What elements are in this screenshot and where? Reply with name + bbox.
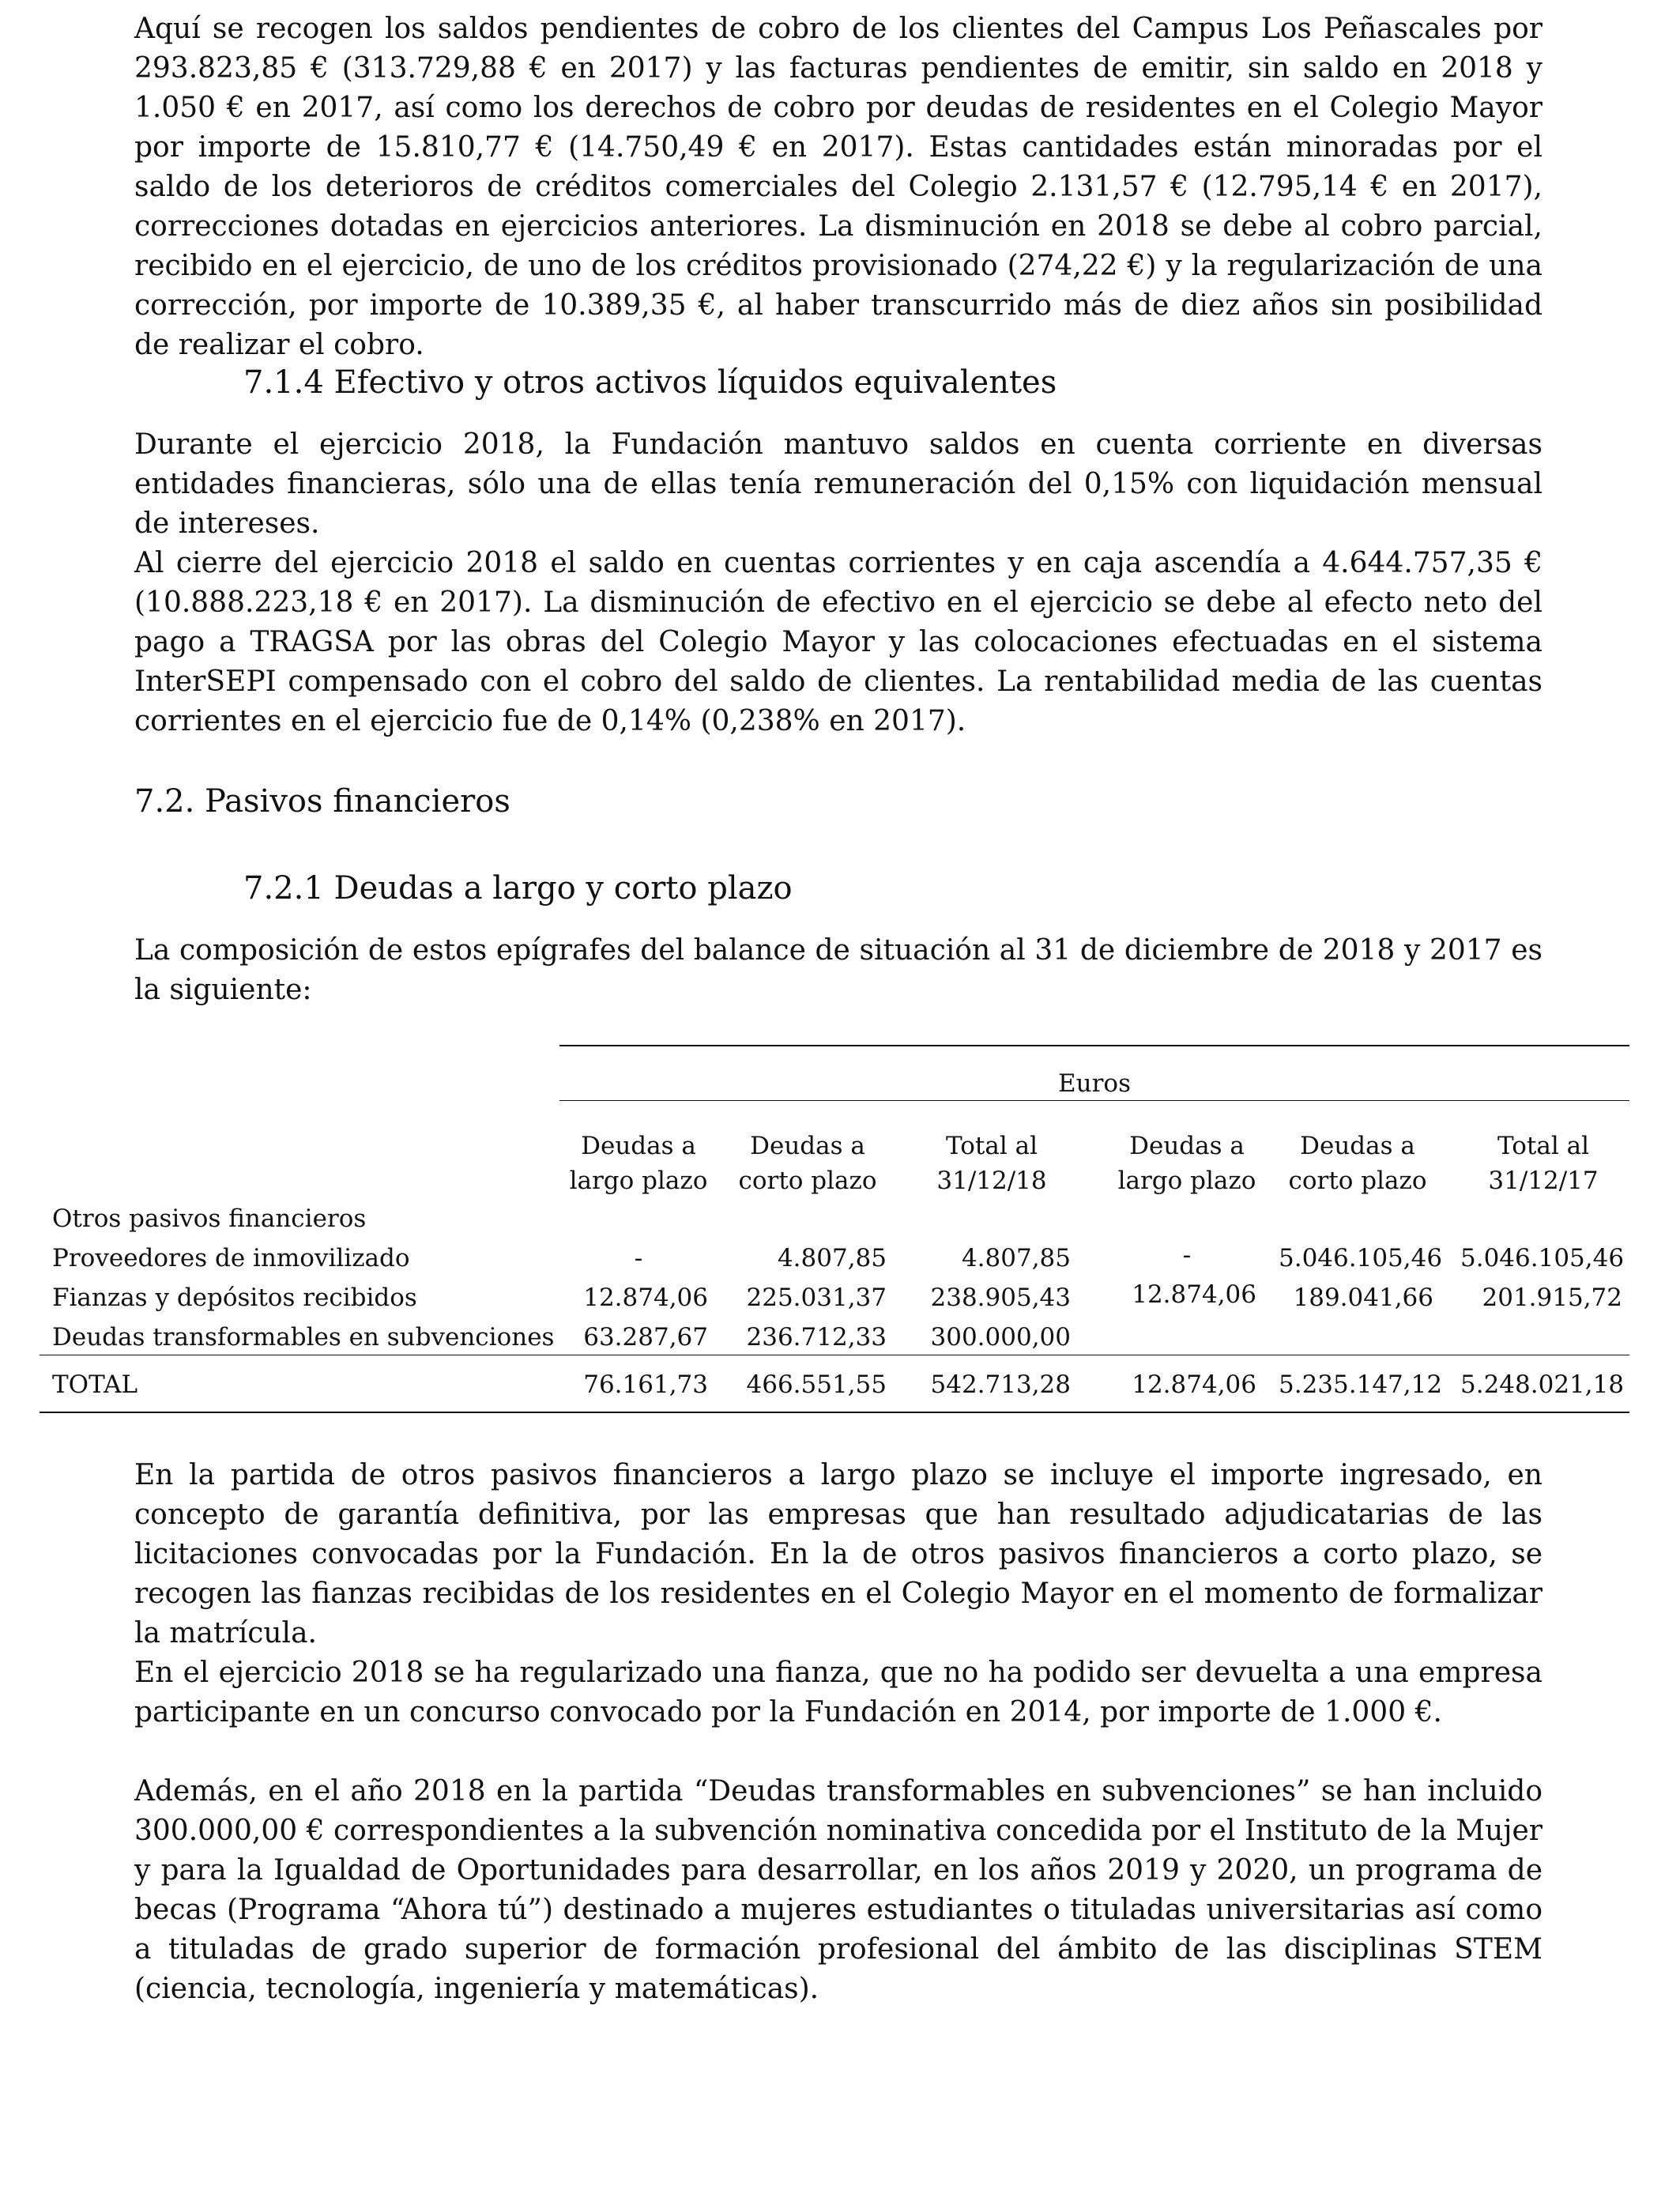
cell-value: 5.046.105,46: [1460, 1244, 1625, 1272]
paragraph-composition: La composición de estos epígrafes del balance de situación al 31 de diciembre de 2018 y 2017 es la siguiente:: [134, 934, 1543, 1006]
cell-value: 189.041,66: [1293, 1284, 1433, 1312]
heading-7-2-1: 7.2.1 Deudas a largo y corto plazo: [243, 870, 793, 907]
paragraph-current-accounts: Durante el ejercicio 2018, la Fundación mantuvo saldos en cuenta corriente en diversas entidades financieras, sólo una de ellas tenía remuneración del 0,15% con liquidación mensual de intereses.: [134, 428, 1543, 540]
cell-value: 225.031,37: [746, 1284, 887, 1312]
paragraph-guarantees: En la partida de otros pasivos financieros a largo plazo se incluye el importe ingresado, en concepto de garantía definitiva, por las empresas que han resultado adjudicatarias de las licitaciones convocadas por la Fundación. En la de otros pasivos financieros a corto plazo, se recogen las fianzas recibidas de los residentes en el Colegio Mayor en el momento de formalizar la matrícula.: [134, 1459, 1543, 1649]
paragraph-subsidy: Además, en el año 2018 en la partida “Deudas transformables en subvenciones” se han incluido 300.000,00 € correspondientes a la subvención nominativa concedida por el Instituto de la Mujer y para la Igualdad de Oportunidades para desarrollar, en los años 2019 y 2020, un programa de becas (Programa “Ahora tú”) destinado a mujeres estudiantes o tituladas universitarias así como a tituladas de grado superior de formación profesional del ámbito de las disciplinas STEM (ciencia, tecnología, ingeniería y matemáticas).: [134, 1775, 1543, 2005]
row-label: Deudas transformables en subvenciones: [52, 1323, 555, 1351]
total-value: 76.161,73: [583, 1370, 708, 1399]
row-label: Fianzas y depósitos recibidos: [52, 1284, 417, 1312]
total-value: 542.713,28: [930, 1370, 1071, 1399]
total-label: TOTAL: [52, 1370, 138, 1399]
cell-value: 5.046.105,46: [1279, 1244, 1443, 1272]
col-header-long-2018: Deudas a largo plazo: [569, 1132, 708, 1195]
col-header-total-2017: Total al 31/12/17: [1488, 1132, 1599, 1195]
total-value: 5.248.021,18: [1460, 1370, 1625, 1399]
total-value: 12.874,06: [1132, 1370, 1256, 1399]
cell-value: 63.287,67: [583, 1323, 708, 1351]
total-value: 466.551,55: [746, 1370, 887, 1399]
heading-7-1-4: 7.1.4 Efectivo y otros activos líquidos equivalentes: [243, 364, 1057, 401]
cell-value: 12.874,06: [1132, 1280, 1256, 1309]
cell-value: 4.807,85: [777, 1244, 887, 1272]
col-header-long-2017: Deudas a largo plazo: [1117, 1132, 1256, 1195]
table-section-label: Otros pasivos financieros: [52, 1204, 367, 1233]
unit-rule: [559, 1100, 1629, 1101]
cell-value: 12.874,06: [583, 1284, 708, 1312]
cell-value: 236.712,33: [746, 1323, 887, 1351]
cell-value: 201.915,72: [1482, 1284, 1622, 1312]
cell-value: 300.000,00: [930, 1323, 1071, 1351]
cell-value: -: [634, 1244, 643, 1272]
col-header-short-2018: Deudas a corto plazo: [738, 1132, 877, 1195]
col-header-total-2018: Total al 31/12/18: [936, 1132, 1047, 1195]
cell-value: 238.905,43: [930, 1284, 1071, 1312]
table-bottom-rule: [40, 1412, 1629, 1413]
table-top-rule: [559, 1045, 1629, 1046]
paragraph-deposit-regularization: En el ejercicio 2018 se ha regularizado una fianza, que no ha podido ser devuelta a una empresa participante en un concurso convocado por la Fundación en 2014, por importe de 1.000 €.: [134, 1657, 1543, 1728]
heading-7-2: 7.2. Pasivos financieros: [134, 783, 510, 820]
col-header-short-2017: Deudas a corto plazo: [1288, 1132, 1427, 1195]
paragraph-cash-balance: Al cierre del ejercicio 2018 el saldo en cuentas corrientes y en caja ascendía a 4.644.757,35 € (10.888.223,18 € en 2017). La disminución de efectivo en el ejercicio se debe al efecto neto del pago a TRAGSA por las obras del Colegio Mayor y las colocaciones efectuadas en el sistema InterSEPI compensado con el cobro del saldo de clientes. La rentabilidad media de las cuentas corrientes en el ejercicio fue de 0,14% (0,238% en 2017).: [134, 547, 1543, 737]
cell-value: 4.807,85: [961, 1244, 1071, 1272]
row-label: Proveedores de inmovilizado: [52, 1244, 410, 1272]
cell-value: -: [1182, 1241, 1192, 1269]
total-value: 5.235.147,12: [1279, 1370, 1443, 1399]
paragraph-client-balances: Aquí se recogen los saldos pendientes de cobro de los clientes del Campus Los Peñascales por 293.823,85 € (313.729,88 € en 2017) y las facturas pendientes de emitir, sin saldo en 2018 y 1.050 € en 2017, así como los derechos de cobro por deudas de residentes en el Colegio Mayor por importe de 15.810,77 € (14.750,49 € en 2017). Estas cantidades están minoradas por el saldo de los deterioros de créditos comerciales del Colegio 2.131,57 € (12.795,14 € en 2017), correcciones dotadas en ejercicios anteriores. La disminución en 2018 se debe al cobro parcial, recibido en el ejercicio, de uno de los créditos provisionado (274,22 €) y la regularización de una corrección, por importe de 10.389,35 €, al haber transcurrido más de diez años sin posibilidad de realizar el cobro.: [134, 13, 1543, 361]
unit-header: Euros: [1058, 1069, 1131, 1098]
